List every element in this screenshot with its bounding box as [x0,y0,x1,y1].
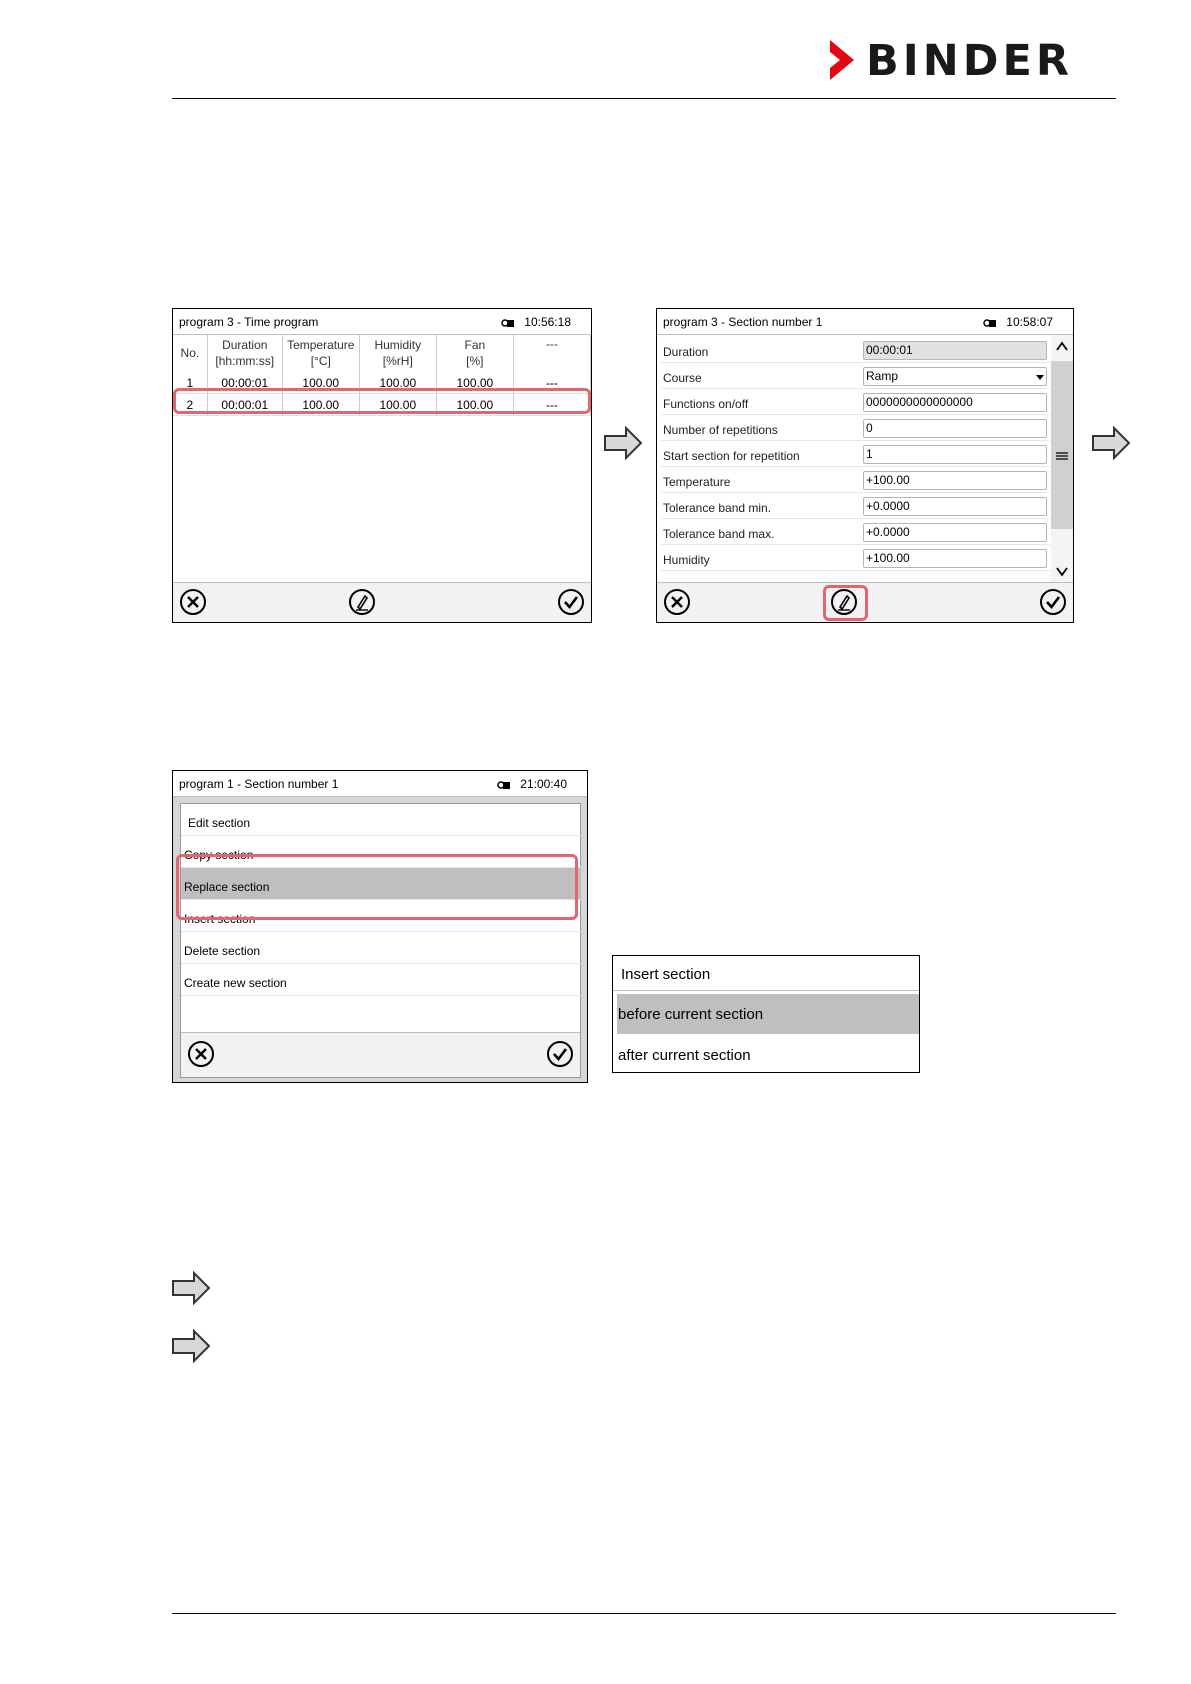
tolerance-min-field[interactable]: +0.0000 [863,497,1047,516]
humidity-field[interactable]: +100.00 [863,549,1047,568]
clock-time: 21:00:40 [520,777,567,791]
field-label: Course [663,371,702,385]
field-row[interactable] [661,417,1050,441]
menu-item-insert-section[interactable]: Insert section [181,900,581,932]
arrow-right-icon [170,1270,212,1306]
clock-time: 10:56:18 [524,315,571,329]
binder-logo [826,36,1116,86]
cancel-icon[interactable] [179,588,207,616]
field-label: Humidity [663,553,710,567]
field-label: Tolerance band min. [663,501,772,515]
field-row[interactable] [661,391,1050,415]
menu-item-edit-section[interactable]: Edit section [181,804,581,836]
option-after-current-section[interactable]: after current section [618,1047,751,1064]
cell: --- [513,394,590,416]
menu-highlight [176,854,578,920]
context-menu [180,803,581,1078]
screen-header [173,771,587,797]
lock-icon [501,316,515,328]
menu-lines-icon [1056,451,1068,461]
screen-title: program 3 - Section number 1 [663,315,823,329]
cell: --- [513,372,590,394]
menu-footer [181,1032,580,1077]
header-rule [172,98,1116,99]
lock-icon [497,778,511,790]
binder-logo-mark [826,38,858,82]
scrollbar[interactable] [1051,335,1073,583]
cell: 2 [173,394,207,416]
cell: 100.00 [436,394,513,416]
field-row[interactable] [661,521,1050,545]
temperature-field[interactable]: +100.00 [863,471,1047,490]
column-header: Humidity [%rH] [359,334,436,372]
duration-field[interactable]: 00:00:01 [863,341,1047,360]
column-header: Fan [%] [436,334,513,372]
functions-field[interactable]: 0000000000000000 [863,393,1047,412]
start-section-field[interactable]: 1 [863,445,1047,464]
column-header: Temperature [°C] [282,334,359,372]
cancel-icon[interactable] [187,1040,215,1068]
confirm-icon[interactable] [1039,588,1067,616]
field-label: Temperature [663,475,731,489]
arrow-right-icon [1090,425,1132,461]
arrow-right-icon [602,425,644,461]
field-row[interactable] [661,469,1050,493]
field-row[interactable] [661,365,1050,389]
field-label: Number of repetitions [663,423,778,437]
field-row[interactable] [661,443,1050,467]
cell: 1 [173,372,207,394]
cell: 100.00 [282,394,359,416]
screen-time-program [172,308,592,623]
column-header: No. [173,334,207,372]
field-row[interactable] [661,495,1050,519]
course-select[interactable]: Ramp [863,367,1047,386]
screen-section-menu [172,770,588,1083]
cell: 100.00 [359,394,436,416]
screen-title: program 1 - Section number 1 [179,777,339,791]
menu-item-copy-section[interactable]: Copy section [181,836,581,868]
cell: 100.00 [359,372,436,394]
repetitions-field[interactable]: 0 [863,419,1047,438]
cell: 100.00 [436,372,513,394]
menu-item-delete-section[interactable]: Delete section [181,932,581,964]
field-row[interactable] [661,339,1050,363]
menu-item-replace-section[interactable]: Replace section [181,868,581,900]
edit-icon[interactable] [348,588,376,616]
screen-section-number [656,308,1074,623]
popup-title: Insert section [621,966,711,983]
column-header: --- [513,334,590,372]
field-label: Start section for repetition [663,449,800,463]
popup-divider [613,990,919,991]
screen-title: program 3 - Time program [179,315,319,329]
menu-item-create-new-section[interactable]: Create new section [181,964,581,996]
column-header: Duration [hh:mm:ss] [207,334,282,372]
confirm-icon[interactable] [546,1040,574,1068]
cell: 00:00:01 [207,394,282,416]
cancel-icon[interactable] [663,588,691,616]
screen-header [657,309,1073,335]
insert-section-popup [612,955,920,1073]
cell: 00:00:01 [207,372,282,394]
scrollbar-thumb[interactable] [1051,361,1073,529]
lock-icon [983,316,997,328]
cell: 100.00 [282,372,359,394]
confirm-icon[interactable] [557,588,585,616]
field-row[interactable] [661,547,1050,571]
clock-time: 10:58:07 [1006,315,1053,329]
edit-button-highlight [823,585,868,621]
screen-footer [173,582,591,622]
dropdown-arrow-icon[interactable] [1036,375,1044,380]
scroll-up-icon[interactable] [1056,341,1068,351]
scroll-down-icon[interactable] [1056,567,1068,577]
screen-header [173,309,591,335]
arrow-right-icon [170,1328,212,1364]
logo-text: BINDER [866,36,1073,86]
row-highlight [173,388,591,414]
table-header-row [173,334,591,372]
field-label: Duration [663,345,709,359]
field-label: Functions on/off [663,397,749,411]
footer-rule [172,1613,1116,1614]
option-before-current-section[interactable]: before current section [617,994,919,1034]
tolerance-max-field[interactable]: +0.0000 [863,523,1047,542]
field-label: Tolerance band max. [663,527,775,541]
